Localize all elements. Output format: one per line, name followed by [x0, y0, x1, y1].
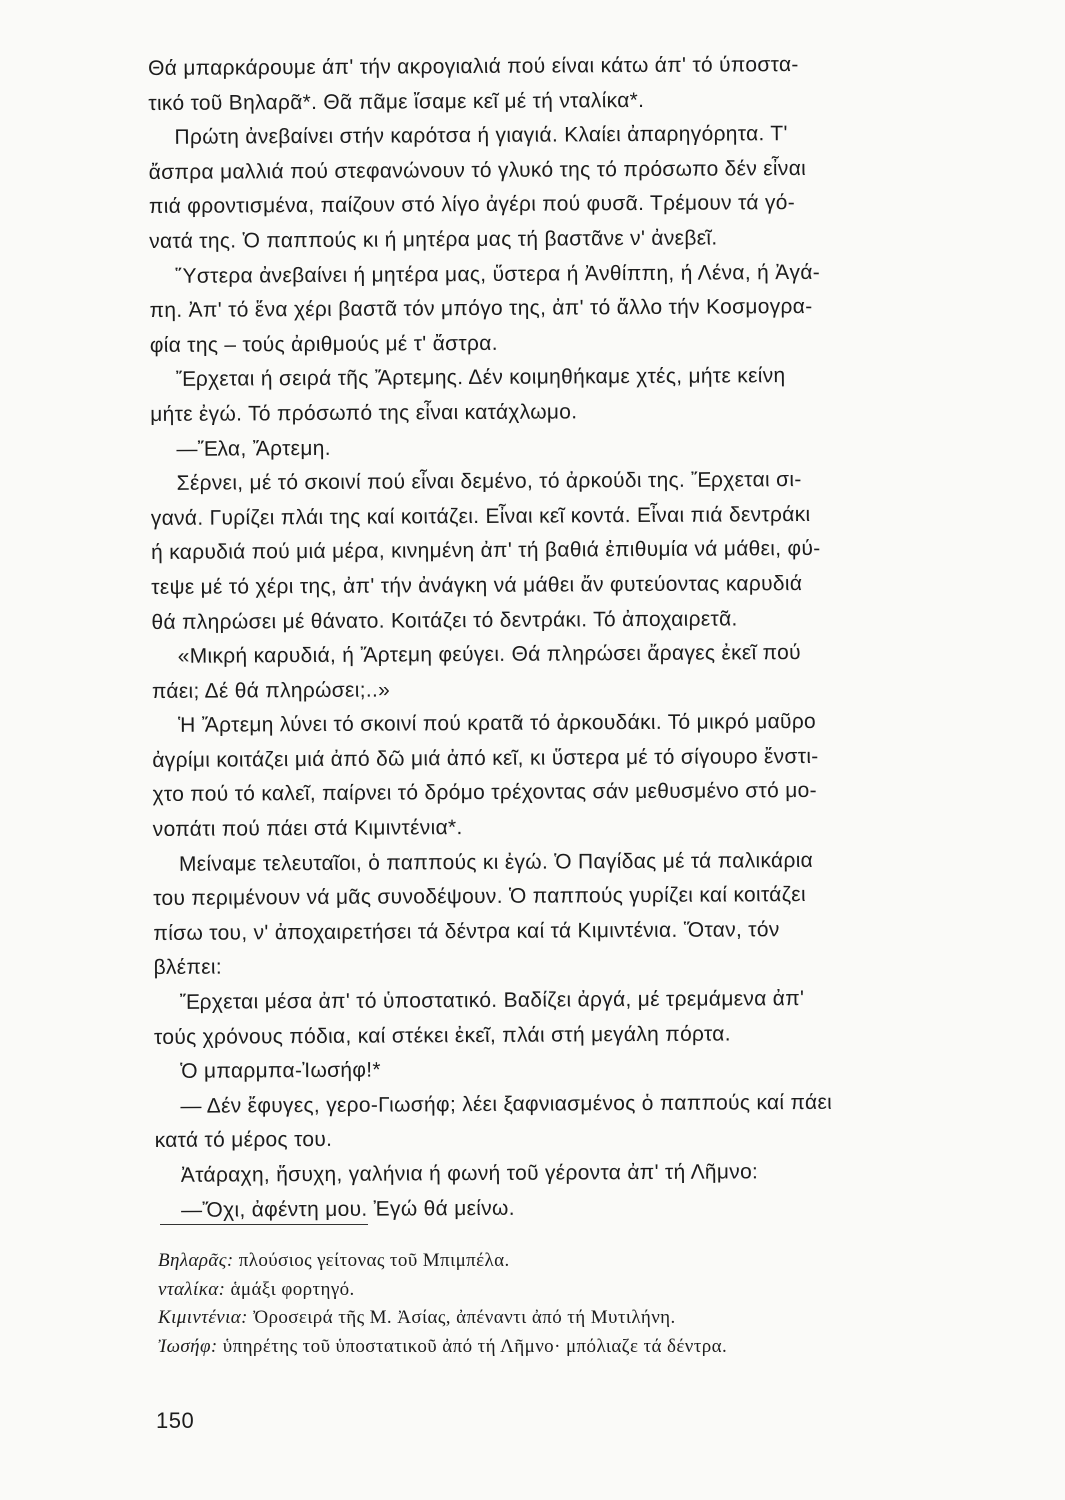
footnote-text: Ὀροσειρά τῆς Μ. Ἀσίας, ἀπέναντι ἀπό τή Μυτιλήνη. — [253, 1307, 676, 1328]
text-line: Ἀτάραχη, ἥσυχη, γαλήνια ή φωνή τοῦ γέροντα ἀπ' τή Λῆμνο: — [180, 1160, 759, 1187]
footnote-term: Ἰωσήφ: — [158, 1335, 218, 1357]
text-line: ή καρυδιά πού μιά μέρα, κινημένη ἀπ' τή βαθιά ἐπιθυμία νά μάθει, φύ- — [150, 537, 821, 565]
text-line: τεψε μέ τό χέρι της, ἀπ' τήν ἀνάγκη νά μάθει ἄν φυτεύοντας καρυδιά — [151, 571, 803, 599]
text-line: γανά. Γυρίζει πλάι της καί κοιτάζει. Εἶναι κεῖ κοντά. Εἶναι πιά δεντράκι — [150, 502, 811, 530]
text-line: φία της – τούς ἀριθμούς μέ τ' ἄστρα. — [149, 331, 498, 357]
text-line: πη. Ἀπ' τό ἕνα χέρι βαστᾶ τόν μπόγο της, ἀπ' τό ἄλλο τήν Κοσμογρα- — [149, 295, 813, 323]
text-line: ἄσπρα μαλλιά πού στεφανώνουν τό γλυκό της τό πρόσωπο δέν εἶναι — [148, 156, 807, 184]
text-line: —Ὄχι, ἀφέντη μου. Ἐγώ θά μείνω. — [181, 1196, 515, 1222]
text-line: —Ἔλα, Ἄρτεμη. — [176, 436, 331, 461]
text-line: Σέρνει, μέ τό σκοινί πού εἶναι δεμένο, τό ἀρκούδι της. Ἔρχεται σι- — [176, 468, 802, 495]
footnote-text: πλούσιος γείτονας τοῦ Μπιμπέλα. — [238, 1250, 510, 1271]
text-line: πιά φροντισμένα, παίζουν στό λίγο ἀγέρι πού φυσᾶ. Τρέμουν τά γό- — [148, 191, 796, 219]
text-line: τούς χρόνους πόδια, καί στέκει ἐκεῖ, πλάι στή μεγάλη πόρτα. — [153, 1022, 731, 1049]
text-line: Θά μπαρκάρουμε άπ' τήν ακρογιαλιά πού είναι κάτω άπ' τό ύποστα- — [148, 53, 799, 80]
footnote — [158, 1304, 1018, 1333]
footnote-term: νταλίκα: — [158, 1278, 226, 1300]
text-line: ἀγρίμι κοιτάζει μιά ἀπό δῶ μιά ἀπό κεῖ, κι ὕστερα μέ τό σίγουρο ἔνστι- — [152, 744, 819, 772]
text-line: Ἔρχεται μέσα ἀπ' τό ὑποστατικό. Βαδίζει ἀργά, μέ τρεμάμενα ἀπ' — [179, 987, 805, 1014]
text-line: Πρώτη ἀνεβαίνει στήν καρότσα ή γιαγιά. Κλαίει ἀπαρηγόρητα. Τ' — [174, 122, 788, 150]
footnote — [158, 1333, 1018, 1362]
text-line: τικό τοῦ Βηλαρᾶ*. Θᾶ πᾶμε ἴσαμε κεῖ μέ τή νταλίκα*. — [148, 88, 645, 115]
text-line: πίσω του, ν' ἀποχαιρετήσει τά δέντρα καί τά Κιμιντένια. Ὅταν, τόν — [153, 918, 780, 945]
text-line: νατά της. Ὁ παππούς κι ή μητέρα μας τή βαστᾶνε ν' ἀνεβεῖ. — [149, 226, 718, 253]
footnotes — [158, 1247, 1018, 1361]
text-line: του περιμένουν νά μᾶς συνοδέψουν. Ὁ παππούς γυρίζει καί κοιτάζει — [153, 883, 806, 911]
main-text — [148, 47, 1025, 1228]
text-line: βλέπει: — [153, 956, 223, 980]
text-line: πάει; Δέ θά πληρώσει;..» — [151, 678, 391, 703]
text-line: — Δέν ἔφυγες, γερο-Γιωσήφ; λέει ξαφνιασμένος ὁ παππούς καί πάει — [180, 1090, 833, 1118]
footnote-term: Κιμιντένια: — [158, 1307, 248, 1328]
text-line: νοπάτι πού πάει στά Κιμιντένια*. — [152, 816, 463, 842]
footnote-text: ἁμάξι φορτηγό. — [230, 1278, 355, 1300]
page-number: 150 — [156, 1408, 195, 1433]
text-line: κατά τό μέρος του. — [154, 1128, 333, 1153]
footnote-text: ὑπηρέτης τοῦ ὑποστατικοῦ ἀπό τή Λῆμνο· μπόλιαζε τά δέντρα. — [222, 1335, 728, 1357]
text-line: χτο πού τό καλεῖ, παίρνει τό δρόμο τρέχοντας σάν μεθυσμένο στό μο- — [152, 779, 817, 807]
text-line: Μείναμε τελευταῖοι, ὁ παππούς κι ἐγώ. Ὁ Παγίδας μέ τά παλικάρια — [178, 848, 814, 876]
text-line: Ἡ Ἄρτεμη λύνει τό σκοινί πού κρατᾶ τό ἀρκουδάκι. Τό μικρό μαῦρο — [178, 710, 817, 738]
text-line: Ἔρχεται ή σειρά τῆς Ἄρτεμης. Δέν κοιμηθήκαμε χτές, μήτε κείνη — [175, 364, 786, 392]
footnote-term: Βηλαρᾶς: — [158, 1250, 234, 1271]
text-line: «Μικρή καρυδιά, ή Ἄρτεμη φεύγει. Θά πληρώσει ἄραγες ἐκεῖ πού — [177, 641, 801, 668]
footnote-divider — [160, 1224, 368, 1225]
footnote — [158, 1247, 1018, 1276]
text-line: Ὁ μπαρμπα-Ἰωσήφ!* — [180, 1058, 381, 1084]
text-line: θά πληρώσει μέ θάνατο. Κοιτάζει τό δεντράκι. Τό ἀποχαιρετᾶ. — [151, 606, 738, 634]
footnote — [158, 1276, 1018, 1305]
text-line: Ὕστερα ἀνεβαίνει ή μητέρα μας, ὕστερα ή Ἀνθίππη, ή Λένα, ή Ἀγά- — [175, 260, 821, 288]
text-line: μήτε ἐγώ. Τό πρόσωπό της εἶναι κατάχλωμο. — [150, 400, 578, 426]
